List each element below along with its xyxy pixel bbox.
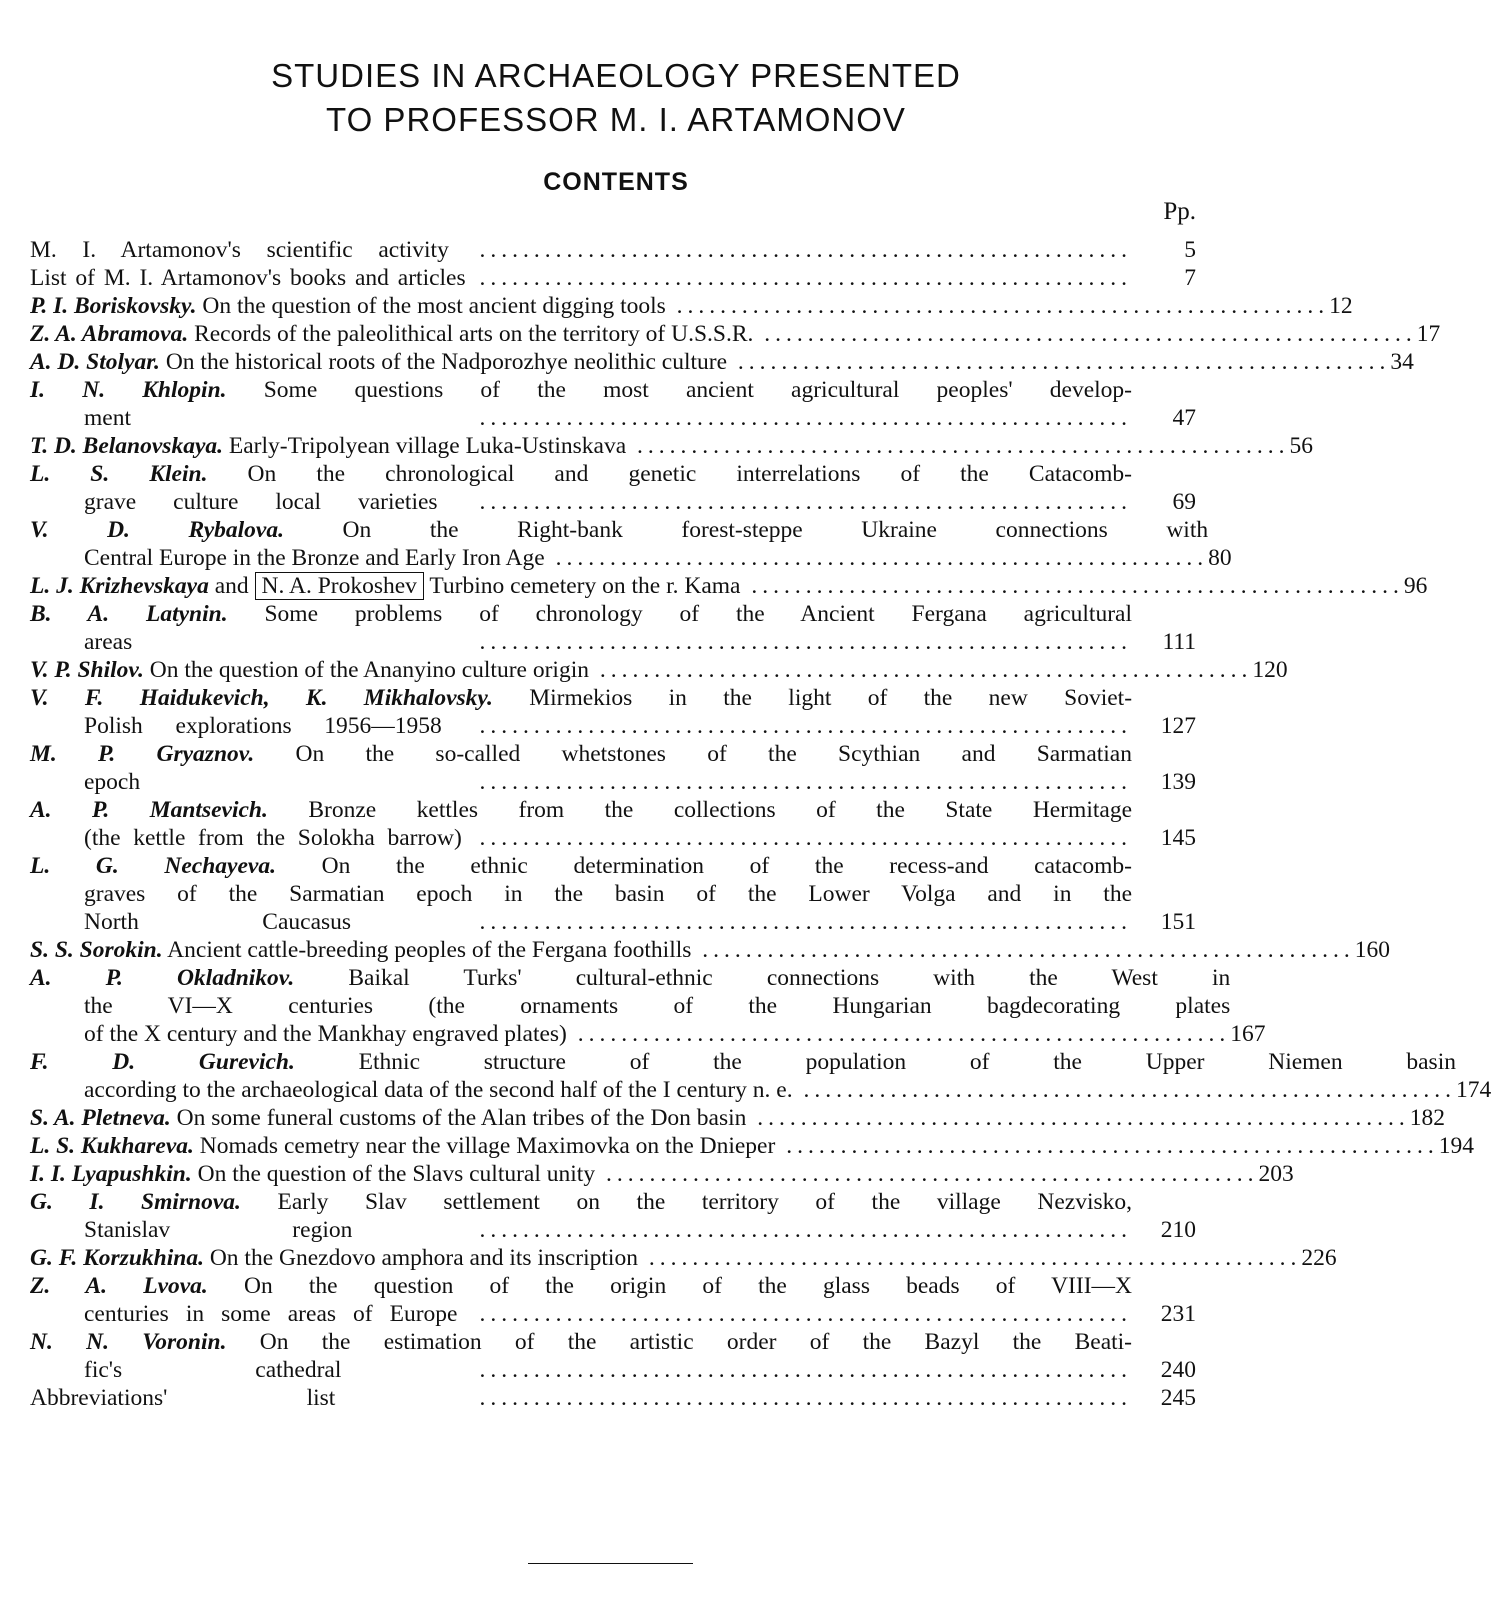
toc-leader-dots: ............................................................	[691, 937, 1355, 963]
toc-leader-dots: ............................................................	[131, 405, 1132, 431]
toc-entry-line	[30, 964, 1230, 992]
toc-title-text: Baikal Turks' cultural-ethnic connections with the West in	[348, 965, 1231, 991]
toc-title-text: On the Right-bank forest-steppe Ukraine connections with	[342, 517, 1209, 543]
toc-leader-dots: ............................................................	[637, 1245, 1302, 1271]
toc-title-text: Some questions of the most ancient agricultural peoples' develop-	[263, 377, 1132, 403]
toc-entry-line	[30, 684, 1132, 712]
toc-author: A. P. Okladnikov.	[30, 965, 295, 991]
contents-heading: CONTENTS	[543, 168, 689, 196]
toc-entry	[30, 264, 1196, 292]
toc-entry-line	[30, 936, 1355, 964]
toc-entry-line	[30, 1020, 1230, 1048]
toc-entry-text	[30, 1160, 1258, 1188]
toc-leader-dots: ............................................................	[626, 433, 1290, 459]
toc-entry-line	[30, 712, 1132, 740]
toc-entry	[30, 236, 1196, 264]
toc-entry-line	[30, 768, 1132, 796]
toc-entry	[30, 432, 1313, 460]
toc-entry-line	[30, 1272, 1132, 1300]
toc-leader-dots: ............................................................	[727, 349, 1391, 375]
toc-author: L. J. Krizhevskaya	[30, 573, 209, 599]
toc-title-text: Some problems of chronology of the Ancient Fergana agricultural	[264, 601, 1132, 627]
toc-leader-dots: ............................................................	[740, 573, 1404, 599]
toc-entry-text	[30, 1272, 1132, 1328]
toc-entry-line	[30, 292, 1329, 320]
toc-page-number: 111	[1162, 629, 1196, 655]
toc-entry-line	[30, 1076, 1456, 1104]
toc-author: A. D. Stolyar.	[30, 349, 160, 375]
toc-author: L. S. Klein.	[30, 461, 208, 487]
toc-entry	[30, 936, 1391, 964]
toc-page-number: 194	[1438, 1133, 1474, 1159]
toc-author: M. P. Gryaznov.	[30, 741, 255, 767]
toc-author: N. N. Voronin.	[30, 1329, 227, 1355]
toc-entry-line	[30, 1160, 1258, 1188]
toc-entry-text	[30, 656, 1252, 684]
toc-entry-line	[30, 572, 1404, 600]
toc-page-number: 127	[1160, 713, 1196, 739]
toc-author: L. S. Kukhareva.	[30, 1133, 194, 1159]
toc-title-text: Polish explorations 1956—1958	[84, 713, 442, 739]
toc-entry	[30, 1160, 1294, 1188]
toc-coauthor-boxed: N. A. Prokoshev	[255, 572, 424, 600]
toc-title-text: On the estimation of the artistic order of the Bazyl the Beati-	[259, 1329, 1133, 1355]
toc-title-text: according to the archaeological data of the second half of the I century n. e.	[84, 1077, 793, 1103]
toc-title-text: (the kettle from the Solokha barrow)	[84, 825, 462, 851]
toc-leader-dots: ............................................................	[351, 909, 1132, 935]
toc-author: S. S. Sorokin.	[30, 937, 163, 963]
toc-entry-text	[30, 348, 1390, 376]
toc-entry-line	[30, 852, 1132, 880]
toc-author: I. N. Khlopin.	[30, 377, 227, 403]
toc-title-text: On some funeral customs of the Alan tribes of the Don basin	[176, 1105, 747, 1131]
toc-entry-line	[30, 236, 1132, 264]
toc-entry-text	[30, 1188, 1132, 1244]
toc-entry-line	[30, 1356, 1132, 1384]
toc-page-number: 226	[1301, 1245, 1337, 1271]
toc-leader-dots: ............................................................	[140, 769, 1132, 795]
toc-page-number: 69	[1172, 489, 1196, 515]
toc-entry	[30, 1328, 1196, 1384]
toc-page-number: 56	[1289, 433, 1313, 459]
toc-entry-line	[30, 516, 1208, 544]
toc-author: V. D. Rybalova.	[30, 517, 284, 543]
toc-author: T. D. Belanovskaya.	[30, 433, 224, 459]
toc-entry	[30, 1104, 1446, 1132]
toc-entry-line	[30, 656, 1252, 684]
toc-entry-line	[30, 1104, 1410, 1132]
toc-entry-text	[30, 460, 1132, 516]
toc-entry	[30, 852, 1196, 936]
toc-author: P. I. Boriskovsky.	[30, 293, 197, 319]
toc-entry	[30, 572, 1428, 600]
toc-title-text: the VI—X centuries (the ornaments of the Hungarian bagdecorating plates	[84, 993, 1231, 1019]
toc-entry-line	[30, 404, 1132, 432]
toc-entry	[30, 460, 1196, 516]
toc-page-number: 167	[1230, 1021, 1266, 1047]
toc-entry	[30, 1188, 1196, 1244]
toc-leader-dots: ............................................................	[746, 1105, 1410, 1131]
toc-entry	[30, 348, 1414, 376]
toc-page-number: 80	[1208, 545, 1232, 571]
toc-entry-text	[30, 376, 1132, 432]
toc-author-connector: and	[214, 573, 249, 599]
book-title-line-2: TO PROFESSOR M. I. ARTAMONOV	[326, 101, 906, 138]
toc-leader-dots: ............................................................	[588, 657, 1253, 683]
toc-author: A. P. Mantsevich.	[30, 797, 268, 823]
toc-entry	[30, 1244, 1337, 1272]
toc-entry-line	[30, 264, 1132, 292]
toc-page-number: 5	[1184, 237, 1196, 263]
toc-entry-line	[30, 1048, 1456, 1076]
toc-entry-line	[30, 1132, 1439, 1160]
toc-leader-dots: ............................................................	[665, 293, 1330, 319]
toc-author: B. A. Latynin.	[30, 601, 228, 627]
toc-entry-line	[30, 348, 1390, 376]
toc-entry	[30, 796, 1196, 852]
toc-page-number: 34	[1390, 349, 1414, 375]
toc-entry-line	[30, 544, 1208, 572]
toc-title-text: areas	[84, 629, 133, 655]
toc-title-text: Mirmekios in the light of the new Soviet-	[529, 685, 1133, 711]
toc-entry-line	[30, 1216, 1132, 1244]
toc-page-number: 174	[1455, 1077, 1491, 1103]
toc-title-text: Abbreviations' list	[30, 1385, 336, 1411]
toc-author: Z. A. Abramova.	[30, 321, 189, 347]
toc-title-text: On the question of the Slavs cultural unity	[197, 1161, 596, 1187]
toc-entry-text	[30, 572, 1404, 600]
toc-page-number: 12	[1329, 293, 1353, 319]
toc-title-text: Early Slav settlement on the territory of the village Nezvisko,	[277, 1189, 1132, 1215]
toc-leader-dots: ............................................................	[544, 545, 1209, 571]
toc-leader-dots: ............................................................	[792, 1077, 1456, 1103]
toc-entry	[30, 320, 1441, 348]
toc-entry-line	[30, 320, 1417, 348]
toc-entry-text	[30, 936, 1355, 964]
toc-entry-line	[30, 880, 1132, 908]
toc-entry-line	[30, 628, 1132, 656]
toc-leader-dots: ............................................................	[352, 1217, 1133, 1243]
toc-title-text: On the Gnezdovo amphora and its inscription	[209, 1245, 638, 1271]
toc-title-text: On the ethnic determination of the recess-and catacomb-	[321, 853, 1132, 879]
toc-page-number: 182	[1409, 1105, 1446, 1131]
toc-entry-text	[30, 740, 1132, 796]
toc-title-text: Early-Tripolyean village Luka-Ustinskava	[228, 433, 627, 459]
toc-author: V. P. Shilov.	[30, 657, 144, 683]
toc-page-number: 139	[1160, 769, 1196, 795]
toc-title-text: of the X century and the Mankhay engraved plates)	[84, 1021, 567, 1047]
toc-title-text: On the historical roots of the Nadporozhye neolithic culture	[165, 349, 728, 375]
toc-title-text: On the question of the Ananyino culture origin	[149, 657, 589, 683]
toc-entry	[30, 964, 1266, 1048]
toc-page-number: 7	[1184, 265, 1196, 291]
table-of-contents	[30, 236, 1491, 1412]
toc-entry-line	[30, 1384, 1132, 1412]
toc-entry	[30, 292, 1353, 320]
book-title-line-1: STUDIES IN ARCHAEOLOGY PRESENTED	[271, 57, 961, 94]
toc-page-number: 47	[1172, 405, 1196, 431]
toc-author: S. A. Pletneva.	[30, 1105, 171, 1131]
toc-author: L. G. Nechayeva.	[30, 853, 276, 879]
toc-entry-line	[30, 1300, 1132, 1328]
toc-entry-text	[30, 600, 1132, 656]
toc-title-text: Nomads cemetry near the village Maximovka on the Dnieper	[199, 1133, 776, 1159]
toc-page-number: 120	[1252, 657, 1288, 683]
toc-entry-line	[30, 432, 1290, 460]
toc-page-number: 96	[1403, 573, 1428, 599]
toc-entry-text	[30, 320, 1417, 348]
toc-entry	[30, 1272, 1196, 1328]
toc-title-text: Central Europe in the Bronze and Early Iron Age	[84, 545, 545, 571]
toc-title-text: M. I. Artamonov's scientific activity	[30, 237, 449, 263]
toc-entry-text	[30, 1104, 1410, 1132]
toc-title-text: On the so-called whetstones of the Scythian and Sarmatian	[295, 741, 1132, 767]
toc-entry	[30, 1384, 1196, 1412]
toc-title-text: fic's cathedral	[84, 1357, 342, 1383]
toc-entry-text	[30, 796, 1132, 852]
toc-entry-text	[30, 432, 1290, 460]
toc-page-number: 231	[1160, 1301, 1196, 1327]
toc-entry-line	[30, 740, 1132, 768]
toc-entry-text	[30, 684, 1132, 740]
toc-title-text: Turbino cemetery on the r. Kama	[429, 573, 741, 599]
toc-entry-line	[30, 488, 1132, 516]
toc-title-text: grave culture local varieties	[84, 489, 438, 515]
toc-leader-dots: ............................................................	[775, 1133, 1439, 1159]
toc-title-text: On the question of the origin of the glass beads of VIII—X	[243, 1273, 1132, 1299]
toc-title-text: graves of the Sarmatian epoch in the basin of the Lower Volga and in the	[84, 881, 1132, 907]
toc-author: Z. A. Lvova.	[30, 1273, 208, 1299]
toc-title-text: On the question of the most ancient digging tools	[202, 293, 666, 319]
toc-title-text: Records of the paleolithical arts on the territory of U.S.S.R.	[194, 321, 754, 347]
toc-leader-dots: ............................................................	[335, 1385, 1133, 1411]
toc-leader-dots: ............................................................	[437, 489, 1133, 515]
toc-entry-line	[30, 1188, 1132, 1216]
toc-title-text: Ethnic structure of the population of the Upper Niemen basin	[358, 1049, 1456, 1075]
toc-page-number: 203	[1258, 1161, 1294, 1187]
toc-author: V. F. Haidukevich, K. Mikhalovsky.	[30, 685, 493, 711]
toc-entry	[30, 516, 1232, 572]
toc-entry-text	[30, 264, 1132, 292]
toc-entry-line	[30, 992, 1230, 1020]
toc-page-number: 240	[1160, 1357, 1196, 1383]
toc-leader-dots: ............................................................	[132, 629, 1132, 655]
toc-title-text: Bronze kettles from the collections of the State Hermitage	[308, 797, 1132, 823]
toc-entry-text	[30, 964, 1230, 1048]
toc-entry	[30, 600, 1196, 656]
toc-page-number: 210	[1160, 1217, 1196, 1243]
toc-entry-text	[30, 1048, 1456, 1104]
toc-entry-text	[30, 516, 1208, 572]
toc-title-text: List of M. I. Artamonov's books and articles	[30, 265, 466, 291]
toc-entry-line	[30, 376, 1132, 404]
toc-entry-text	[30, 236, 1132, 264]
toc-leader-dots: ............................................................	[566, 1021, 1231, 1047]
toc-leader-dots: ............................................................	[448, 237, 1133, 263]
toc-title-text: North Caucasus	[84, 909, 352, 935]
toc-entry	[30, 1048, 1491, 1104]
toc-author: F. D. Gurevich.	[30, 1049, 295, 1075]
toc-title-text: Ancient cattle-breeding peoples of the Fergana foothills	[167, 937, 692, 963]
toc-leader-dots: ............................................................	[457, 1301, 1132, 1327]
toc-page-number: 145	[1160, 825, 1196, 851]
toc-entry-line	[30, 1328, 1132, 1356]
toc-author: G. I. Smirnova.	[30, 1189, 241, 1215]
toc-entry-text	[30, 292, 1329, 320]
pages-column-label: Pp.	[1163, 198, 1196, 225]
toc-leader-dots: ............................................................	[465, 265, 1132, 291]
toc-entry-text	[30, 1328, 1132, 1384]
toc-entry	[30, 684, 1196, 740]
toc-entry-line	[30, 796, 1132, 824]
toc-entry-text	[30, 1384, 1132, 1412]
toc-entry-line	[30, 1244, 1301, 1272]
toc-entry-text	[30, 1244, 1301, 1272]
toc-entry	[30, 1132, 1474, 1160]
footer-divider	[528, 1563, 693, 1564]
toc-page-number: 245	[1160, 1385, 1196, 1411]
toc-leader-dots: ............................................................	[441, 713, 1132, 739]
toc-title-text: On the chronological and genetic interrelations of the Catacomb-	[247, 461, 1132, 487]
toc-entry-line	[30, 908, 1132, 936]
toc-entry	[30, 740, 1196, 796]
toc-entry	[30, 376, 1196, 432]
toc-author: I. I. Lyapushkin.	[30, 1161, 192, 1187]
toc-leader-dots: ............................................................	[753, 321, 1417, 347]
toc-page-number: 17	[1416, 321, 1441, 347]
toc-title-text: epoch	[84, 769, 141, 795]
toc-title-text: centuries in some areas of Europe	[84, 1301, 458, 1327]
toc-title-text: Stanislav region	[84, 1217, 353, 1243]
toc-leader-dots: ............................................................	[595, 1161, 1259, 1187]
toc-page-number: 160	[1354, 937, 1391, 963]
toc-entry-line	[30, 460, 1132, 488]
toc-entry	[30, 656, 1288, 684]
toc-entry-text	[30, 1132, 1439, 1160]
toc-entry-line	[30, 824, 1132, 852]
toc-entry-line	[30, 600, 1132, 628]
toc-leader-dots: ............................................................	[341, 1357, 1132, 1383]
toc-title-text: ment	[84, 405, 131, 431]
toc-author: G. F. Korzukhina.	[30, 1245, 204, 1271]
toc-leader-dots: ............................................................	[461, 825, 1133, 851]
toc-page-number: 151	[1160, 909, 1196, 935]
toc-entry-text	[30, 852, 1132, 936]
